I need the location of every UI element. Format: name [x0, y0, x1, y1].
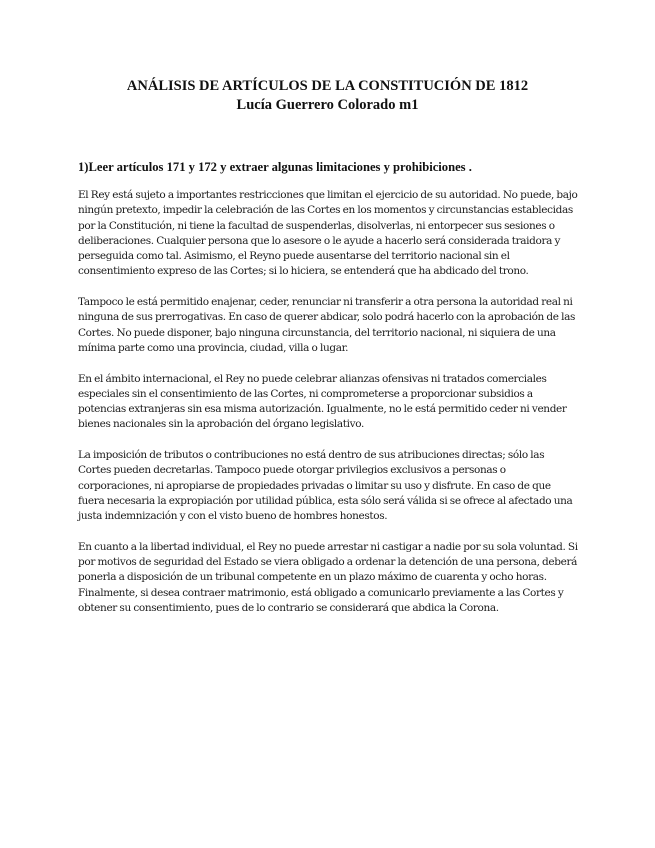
title-heading: ANÁLISIS DE ARTÍCULOS DE LA CONSTITUCIÓN DE 1812 [126, 78, 529, 94]
paragraph-2: Tampoco le está permitido enajenar, ceder, renunciar ni transferir a otra persona la autoridad real ni ninguna de sus prerrogativas. En caso de querer abdicar, solo podrá hacerlo con la aprobación de las Cortes. No puede disponer, bajo ninguna circunstancia, del territorio nacional, ni siquiera de una mínima parte como una provincia, ciudad, villa o lugar. [78, 296, 576, 354]
paragraph-4: La imposición de tributos o contribuciones no está dentro de sus atribuciones directas; sólo las Cortes pueden decretarlas. Tampoco puede otorgar privilegios exclusivos a personas o corporaciones, ni apropiarse de propiedades privadas o limitar su uso y disfrute. En caso de que fuera necesaria la expropiación por utilidad pública, esta sólo será válida si se ofrece al afectado una justa indemnización y con el visto bueno de hombres honestos. [78, 449, 573, 523]
document-body [78, 188, 578, 632]
paragraph-1: El Rey está sujeto a importantes restricciones que limitan el ejercicio de su autoridad. No puede, bajo ningún pretexto, impedir la celebración de las Cortes en los momentos y circunstancias establecidas por la Constitución, ni tiene la facultad de suspenderlas, disolverlas, ni entorpecer sus sesiones o deliberaciones. Cualquier persona que lo asesore o le ayude a hacerlo será considerada traidora y perseguida como tal. Asimismo, el Reyno puede ausentarse del territorio nacional sin el consentimiento expreso de las Cortes; si lo hiciera, se entenderá que ha abdicado del trono. [78, 189, 578, 278]
paragraph-5: En cuanto a la libertad individual, el Rey no puede arrestar ni castigar a nadie por su sola voluntad. Si por motivos de seguridad del Estado se viera obligado a ordenar la detención de una persona, deberá ponerla a disposición de un tribunal competente en un plazo máximo de cuarenta y ocho horas. Finalmente, si desea contraer matrimonio, está obligado a comunicarlo previamente a las Cortes y obtener su consentimiento, pues de lo contrario se considerará que abdica la Corona. [78, 540, 578, 615]
question-heading: 1)Leer artículos 171 y 172 y extraer algunas limitaciones y prohibiciones . [78, 160, 472, 174]
paragraph-3: En el ámbito internacional, el Rey no puede celebrar alianzas ofensivas ni tratados comerciales especiales sin el consentimiento de las Cortes, ni comprometerse a proporcionar subsidios a potencias extranjeras sin esa misma autorización. Igualmente, no le está permitido ceder ni vender bienes nacionales sin la aprobación del órgano legislativo. [78, 372, 567, 431]
document-title [0, 77, 655, 115]
title-author: Lucía Guerrero Colorado m1 [236, 97, 419, 113]
